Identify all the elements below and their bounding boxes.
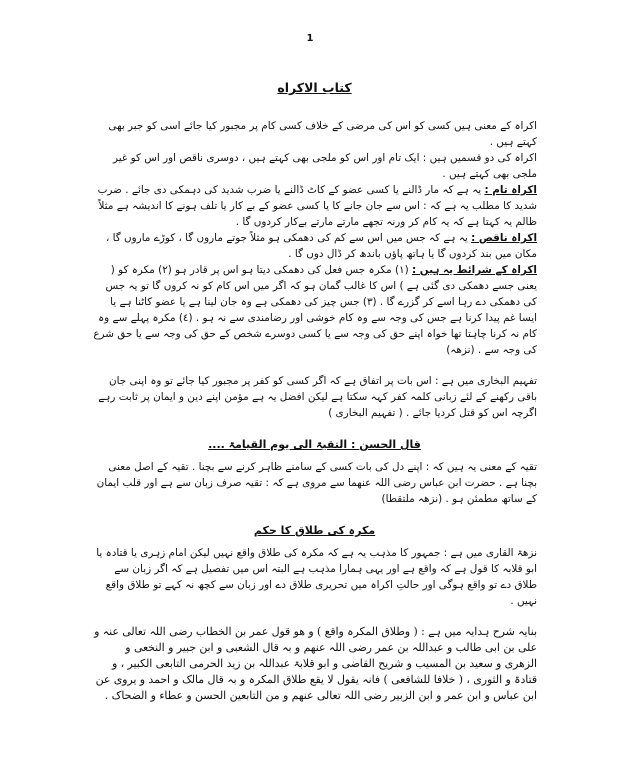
paragraph-binaya: بنایہ شرح ہدایہ میں ہے : ( وطلاق المکرہ واقع ) و ھو قول عمر بن الخطاب رضی اللہ تعالی عنہ و علی بن ابی طالب و عبداللہ بن عمر رضی اللہ عنھم و بہ قال الشعبی و ابن جبیر و النخعی و الزھری و سعید بن المسیب و شریح القاضی و ابو قلابۃ عبداللہ بن زید الحرمی التابعی الکبیر ، و قتادۃ و الثوری ، ( خلافا للشافعی ) فانہ یقول لا یقع طلاق المکرہ و بہ قال مالک و احمد و یروی عن ابن عباس و ابن عمر و ابن الزبیر رضی اللہ تعالی عنھم و من التابعین الحسن و عطاء و الضحاک . [94, 625, 537, 702]
term-conditions: اکراہ کے شرائط یہ ہیں : [411, 264, 537, 276]
paragraph-incomplete-coercion [92, 230, 537, 262]
incomplete-coercion-text: یہ ہے کہ جس میں اس سے کم کی دھمکی ہو مثلاً جوتے ماروں گا ، کوڑے ماروں گا ، مکان میں بند کردوں گا یا ہاتھ پاؤں باندھ کر ڈال دوں گا . [105, 232, 537, 260]
document-body [92, 80, 537, 704]
section-heading-divorce-ruling: مکرہ کی طلاق کا حکم [253, 524, 376, 537]
page-title: كتاب الاكراه [277, 80, 352, 95]
conditions-text: (۱) مکرہ جس فعل کی دھمکی دیتا ہو اس پر قادر ہو (۲) مکرہ کو ( یعنی جسے دھمکی دی گئی ہے ) اس کا غالب گمان ہو کہ اگر میں اس کام کو نہ کروں گا تو یہ جس کی دھمکی دے رہا اسے کر گزرے گا . (۳) جس چیز کی دھمکی ہے وہ جان لینا ہے یا عضو کاٹنا ہے یا ایسا غم پیدا کرنا ہے جس کی وجہ سے وہ کام خوشی اور رضامندی سے نہ ہو . (٤) مکرہ پہلے سے وہ کام نہ کرنا چاہتا تھا خواہ اپنے حق کی وجہ سے یا کسی دوسرے شخص کے حق کی وجہ سے یا حق شرع کی وجہ سے . (نزھہ) [93, 264, 537, 356]
section-heading-taqiyya: قال الحسن : التقیۃ الی یوم القیامۃ .... [208, 438, 421, 451]
term-incomplete-coercion: اکراہ ناقص : [471, 232, 537, 244]
paragraph-conditions [92, 262, 537, 358]
paragraph-nuzhat: نزھۃ القاری میں ہے : جمہور کا مذہب یہ ہے کہ مکرہ کی طلاق واقع نہیں لیکن امام زہری یا قتادہ یا ابو قلابہ کا قول ہے کہ واقع ہے اور یہی ہمارا مذہب ہے البتہ اس میں تفصیل ہے کہ اگر زبان سے طلاق دے تو واقع ہوگی اور حالتِ اکراہ میں تحریری طلاق دے اور زبان سے کچھ نہ کہے تو طلاق واقع نہیں . [96, 547, 537, 607]
paragraph-taqiyya: تقیہ کے معنی یہ ہیں کہ : اپنے دل کی بات کسی کے سامنے ظاہر کرنے سے بچنا . تقیہ کے اصل معنی بچنا ہے . حضرت ابن عباس رضی اللہ عنھما سے مروی ہے کہ : تقیہ صرف زبان سے ہے اور قلب ایمان کے ساتھ مطمئن ہو . (نزھہ ملتقطا) [96, 461, 537, 505]
complete-coercion-text: یہ ہے کہ مار ڈالنے یا کسی عضو کے کاٹ ڈالنے یا ضرب شدید کی دہمکی دی جائے . ضرب شدید کا مطلب یہ ہے کہ : اس سے جان جانے کا یا کسی عضو کے بے کار یا تلف ہونے کا اندیشہ ہے مثلاً ظالم یہ کہتا ہے کہ یہ کام کر ورنہ تجھے مارتے مارتے بےکار کردوں گا . [97, 184, 537, 228]
paragraph-definition: اکراہ کے معنی ہیں کسی کو اس کی مرضی کے خلاف کسی کام پر مجبور کیا جائے اسی کو جبر بھی کہتے ہیں . [108, 120, 537, 148]
paragraph-types: اکراہ کی دو قسمیں ہیں : ایک تام اور اس کو ملجی بھی کہتے ہیں ، دوسری ناقص اور اس کو غیر ملجی بھی کہتے ہیں . [113, 152, 537, 180]
page-number: 1 [306, 33, 314, 44]
paragraph-tafheem: تفہیم البخاری میں ہے : اس بات پر اتفاق ہے کہ اگر کسی کو کفر پر مجبور کیا جائے تو وہ اپنی جان باقی رکھنے کے لئے زبانی کلمہ کفر کہہ سکتا ہے لیکن افضل یہ ہے مؤمن اپنے دین و ایمان پر ثابت رہے اگرچہ اس کو قتل کردیا جائے . ( تفہیم البخاری ) [98, 375, 537, 419]
term-complete-coercion: اکراہ تام : [484, 184, 537, 196]
paragraph-complete-coercion [92, 182, 537, 230]
